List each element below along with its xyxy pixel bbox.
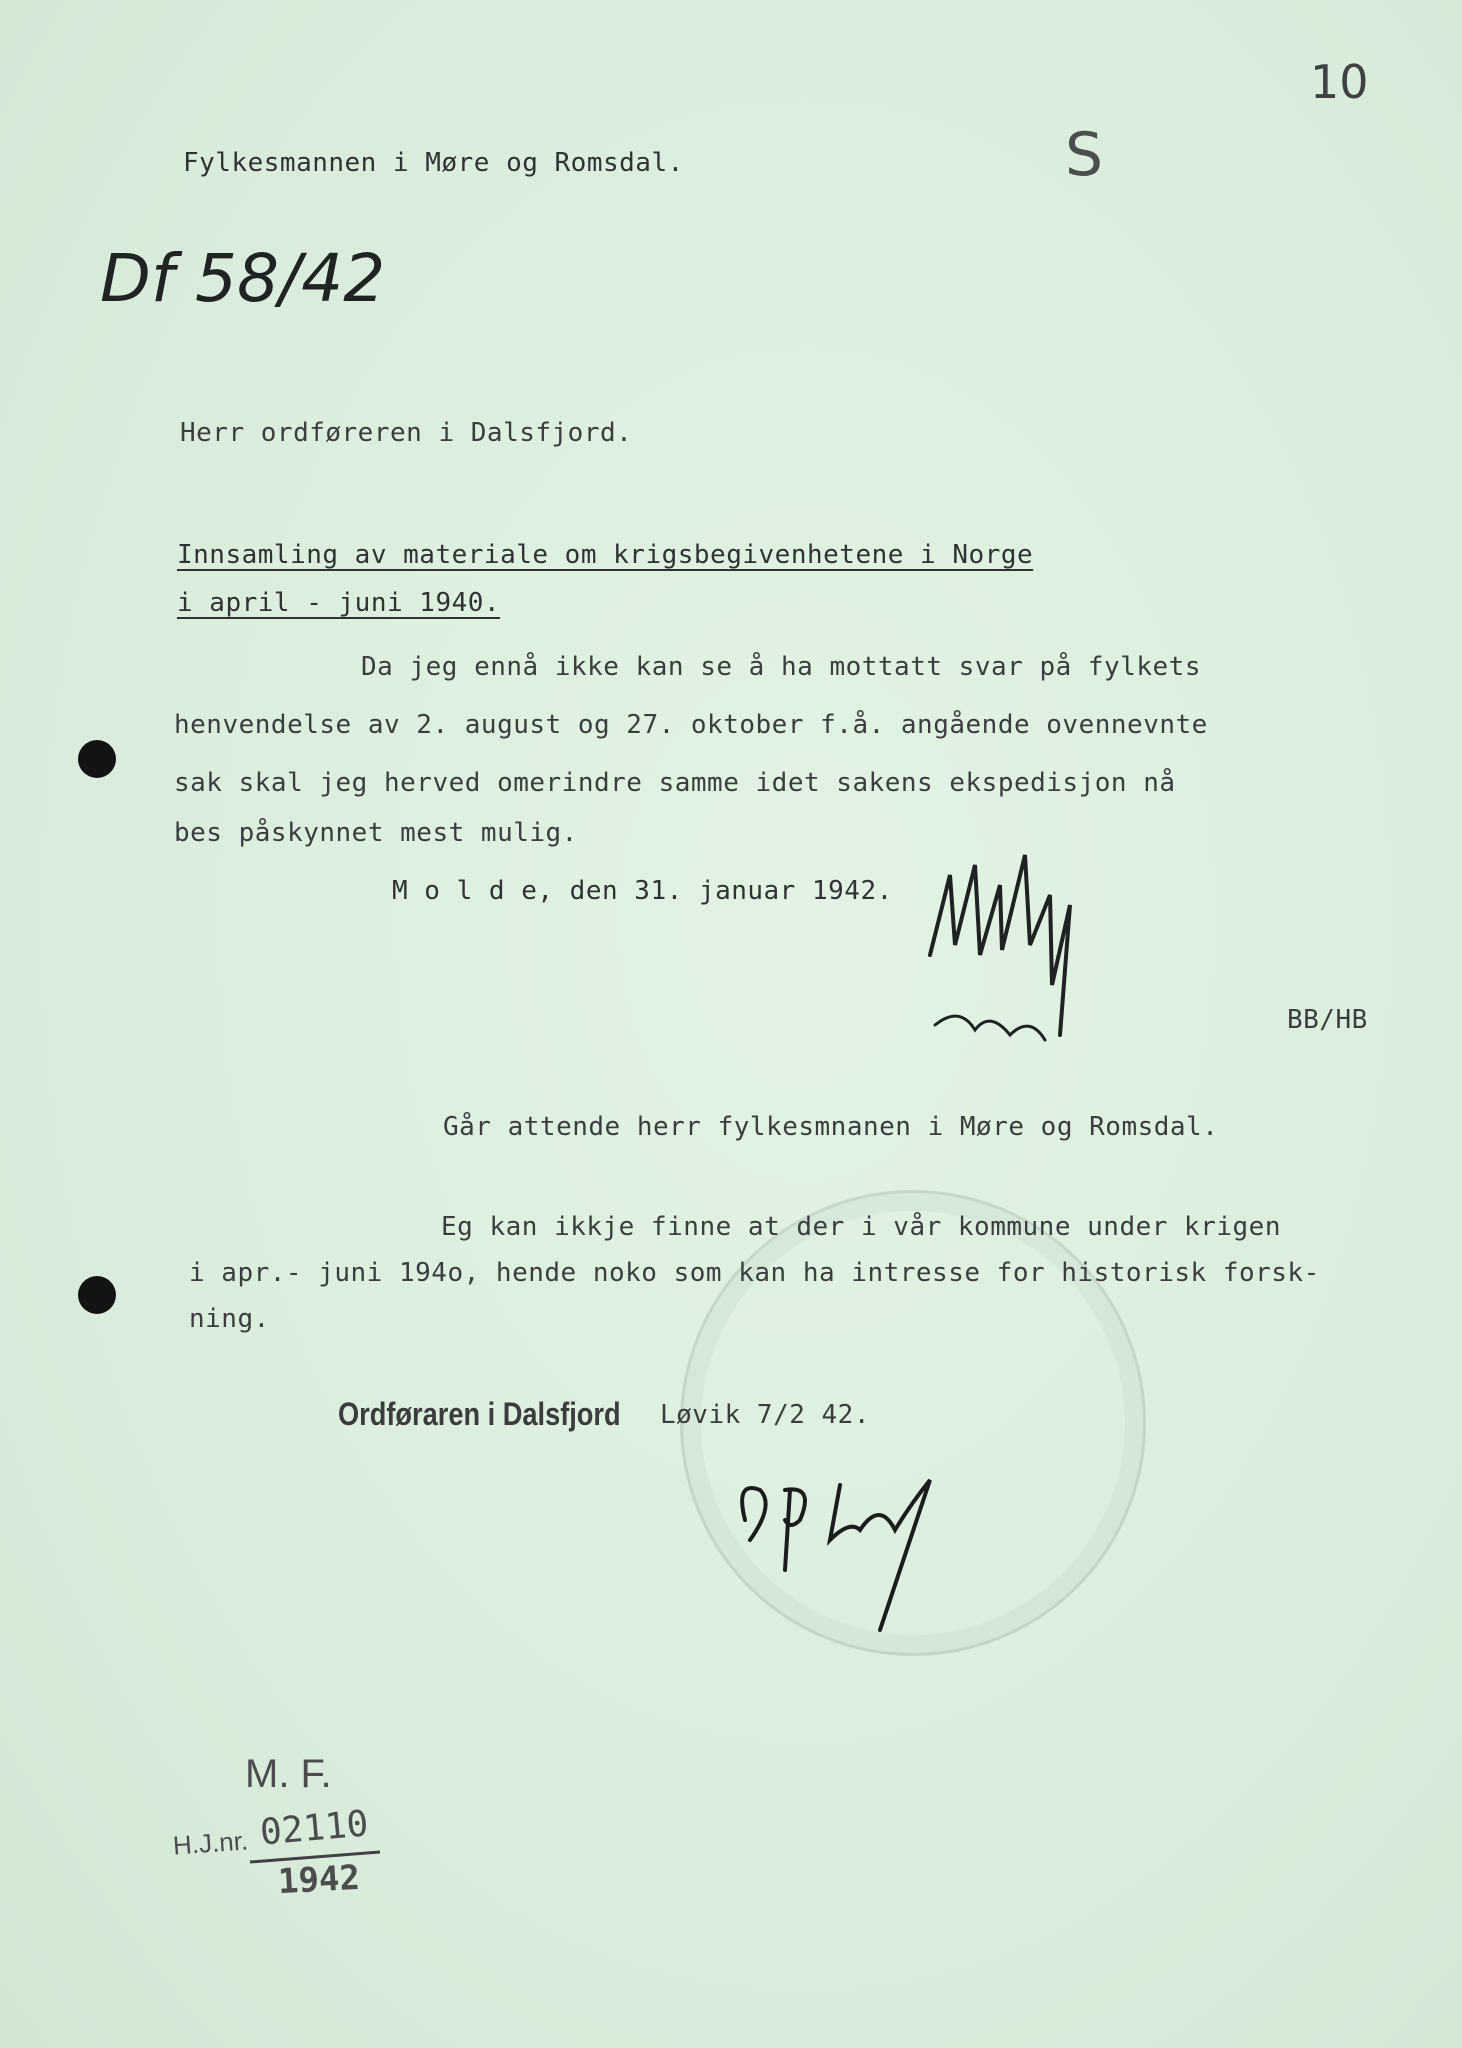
body-line-4: bes påskynnet mest mulig. (174, 818, 578, 848)
reply-place-date: Løvik 7/2 42. (660, 1400, 870, 1430)
body-line-2: henvendelse av 2. august og 27. oktober f.å. angående ovennevnte (174, 710, 1208, 740)
subject-line-2: i april - juni 1940. (177, 588, 501, 618)
page-number: 10 (1310, 55, 1369, 109)
subject-line-1: Innsamling av materiale om krigsbegivenhetene i Norge (177, 540, 1034, 570)
place-date: M o l d e, den 31. januar 1942. (392, 876, 893, 906)
initials: BB/HB (1287, 1005, 1368, 1035)
punch-hole-lower (78, 1276, 116, 1314)
reply-line-3: ning. (189, 1304, 270, 1334)
mayor-stamp: Ordføraren i Dalsfjord (338, 1396, 621, 1432)
corner-mark: S (1065, 120, 1104, 190)
governor-signature (920, 835, 1120, 1075)
journal-reference: Df 58/42 (100, 240, 386, 317)
registry-number: 02110 (258, 1803, 370, 1854)
recipient-line: Herr ordføreren i Dalsfjord. (180, 418, 633, 448)
mayor-signature (730, 1460, 970, 1640)
punch-hole-upper (78, 740, 116, 778)
reply-line-2: i apr.- juni 194o, hende noko som kan ha intresse for historisk forsk- (189, 1258, 1320, 1288)
registry-label: H.J.nr. (172, 1825, 250, 1861)
reply-heading: Går attende herr fylkesmnanen i Møre og Romsdal. (443, 1112, 1219, 1142)
sender-line: Fylkesmannen i Møre og Romsdal. (183, 148, 684, 178)
registry-office: M. F. (245, 1752, 332, 1796)
body-line-1: Da jeg ennå ikke kan se å ha mottatt svar på fylkets (361, 652, 1201, 682)
reply-line-1: Eg kan ikkje finne at der i vår kommune under krigen (441, 1212, 1281, 1242)
registry-year: 1942 (277, 1857, 361, 1903)
body-line-3: sak skal jeg herved omerindre samme idet sakens ekspedisjon nå (174, 768, 1176, 798)
